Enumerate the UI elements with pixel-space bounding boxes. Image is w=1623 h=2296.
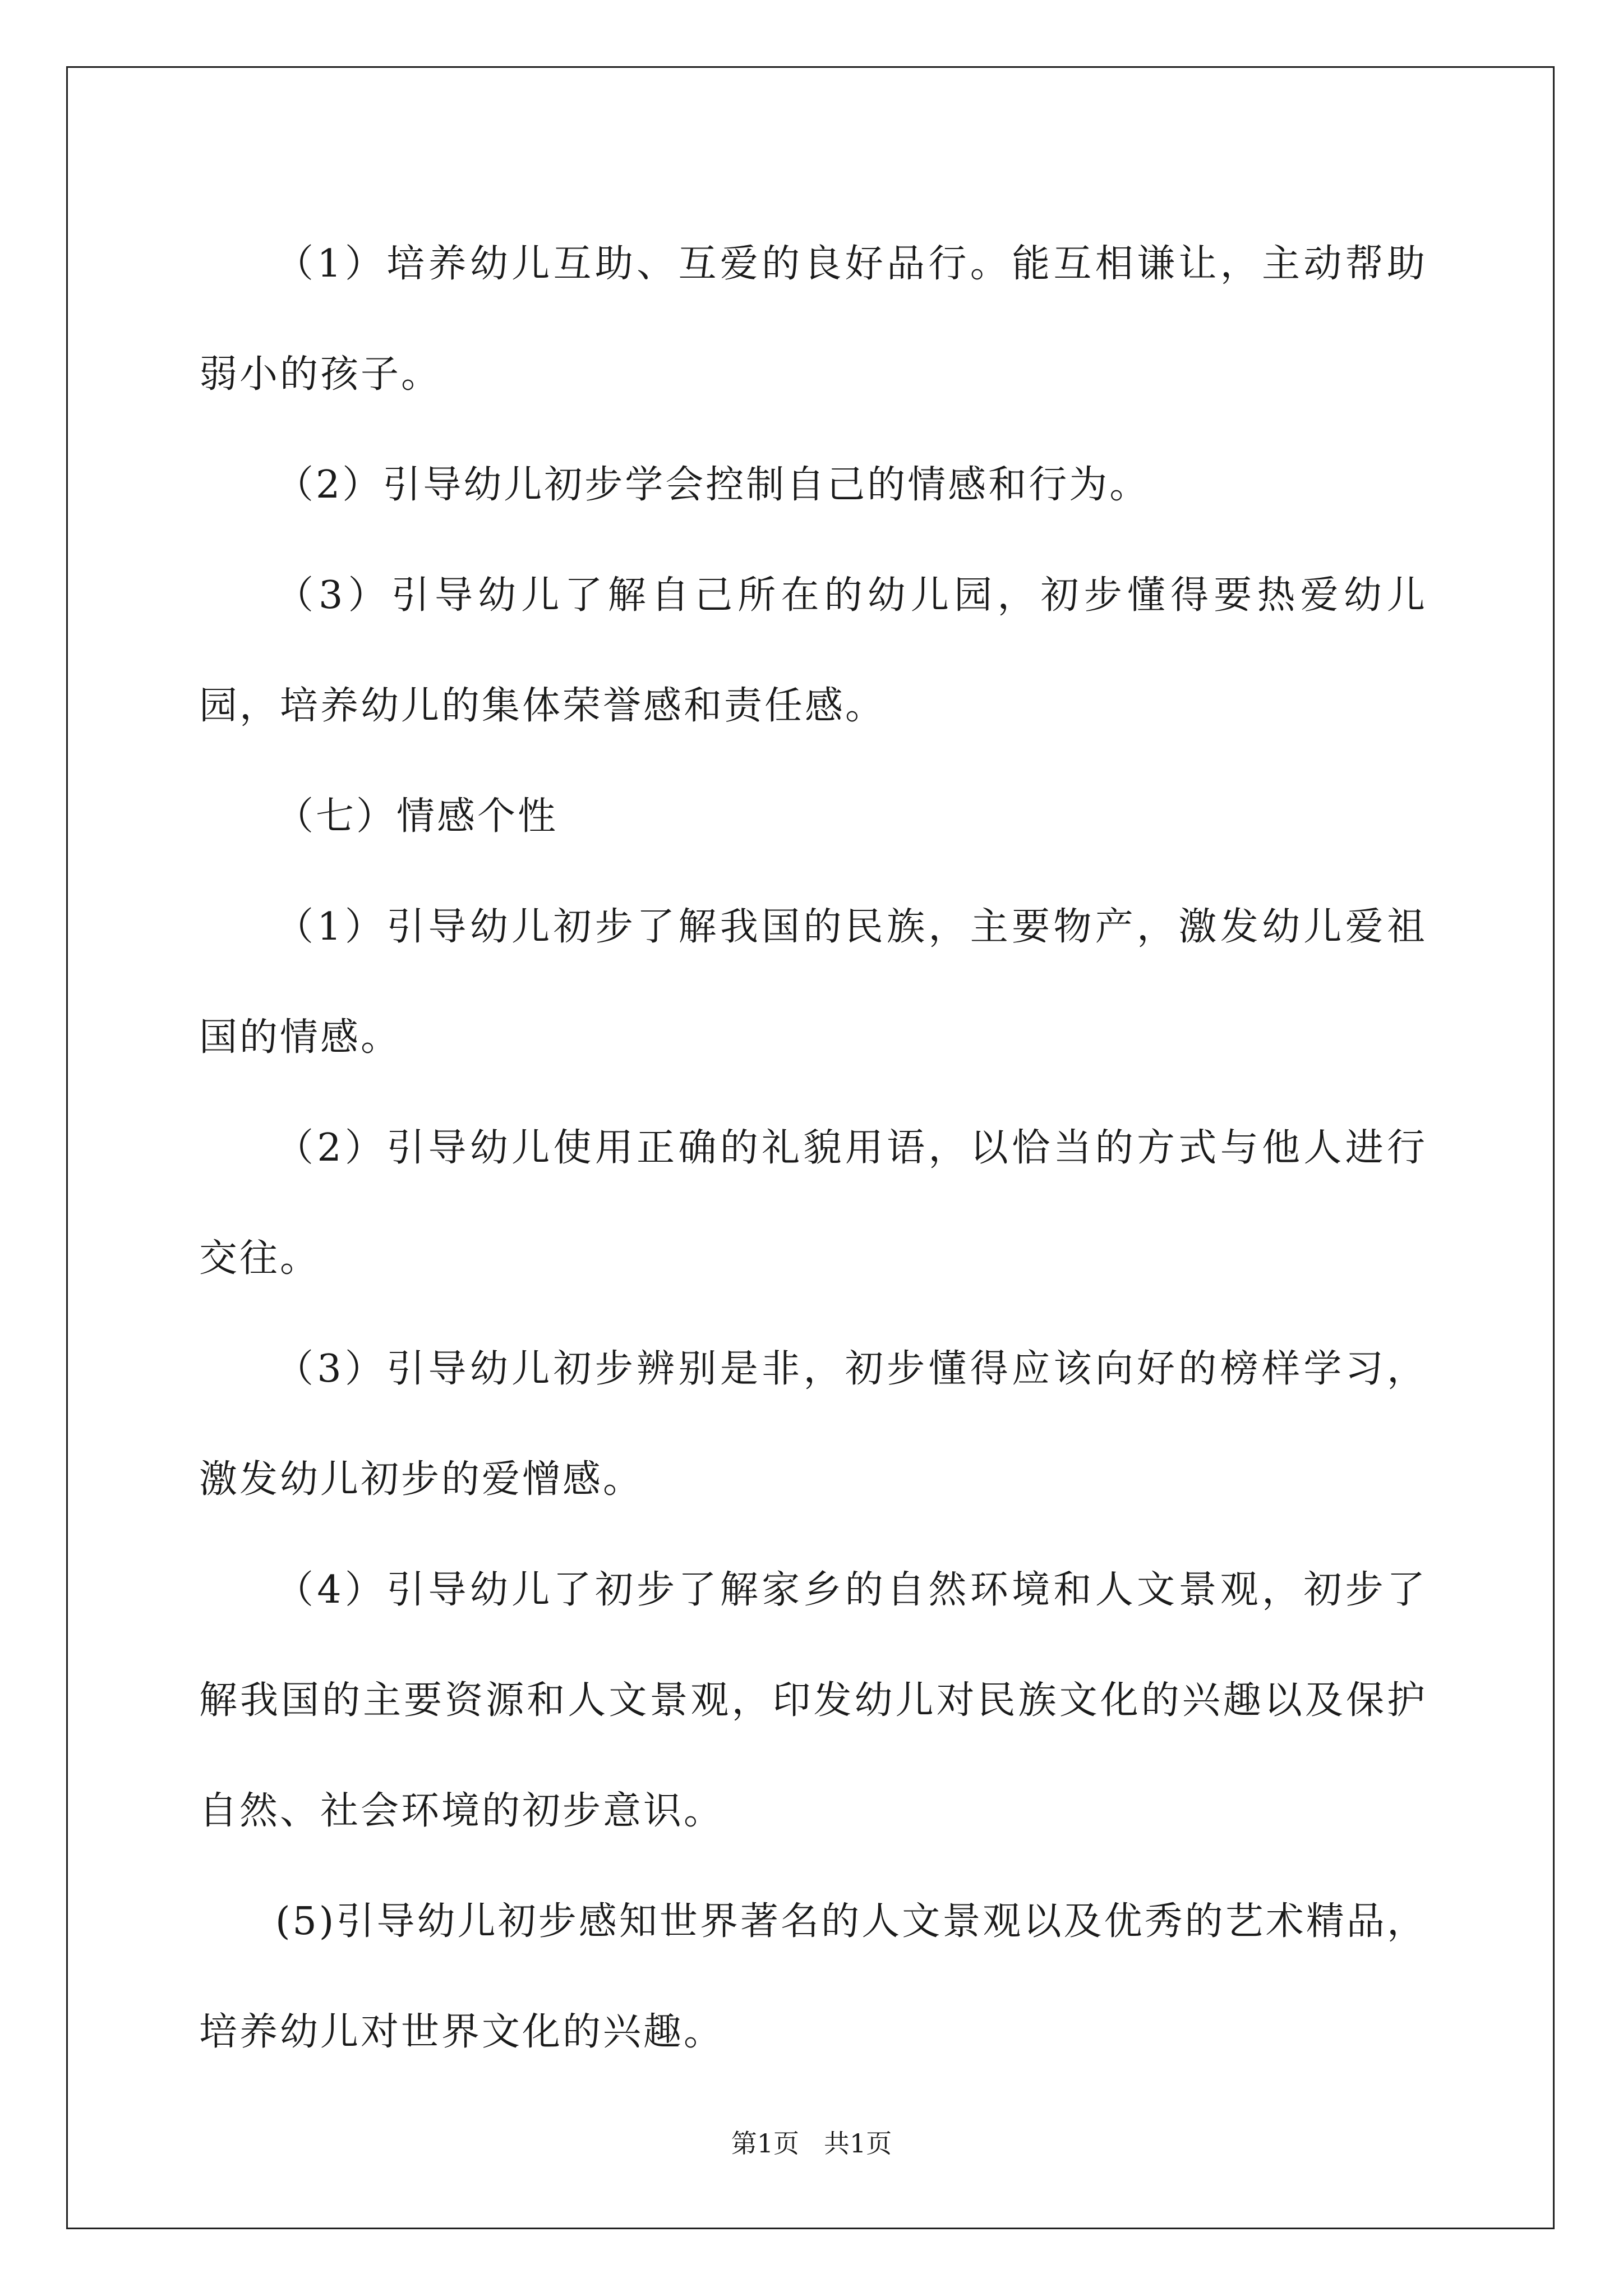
page-footer (0, 2123, 1623, 2160)
paragraph-1: （1）培养幼儿互助、互爱的良好品行。能互相谦让，主动帮助弱小的孩子。 (199, 242, 1427, 397)
paragraph-3: （3）引导幼儿了解自己所在的幼儿园，初步懂得要热爱幼儿园，培养幼儿的集体荣誉感和责任感。 (199, 573, 1427, 728)
paragraph-6: （3）引导幼儿初步辨别是非，初步懂得应该向好的榜样学习，激发幼儿初步的爱憎感。 (199, 1347, 1427, 1502)
paragraph-4: （1）引导幼儿初步了解我国的民族，主要物产，激发幼儿爱祖国的情感。 (199, 905, 1427, 1060)
page-number-current: 第1页 (731, 2128, 800, 2159)
document-body (199, 209, 1427, 2087)
page-number-total: 共1页 (823, 2128, 892, 2159)
paragraph-5: （2）引导幼儿使用正确的礼貌用语，以恰当的方式与他人进行交往。 (199, 1126, 1427, 1281)
paragraph-7: （4）引导幼儿了初步了解家乡的自然环境和人文景观，初步了解我国的主要资源和人文景观，印发幼儿对民族文化的兴趣以及保护自然、社会环境的初步意识。 (199, 1568, 1427, 1833)
paragraph-8: (5)引导幼儿初步感知世界著名的人文景观以及优秀的艺术精品，培养幼儿对世界文化的兴趣。 (199, 1899, 1427, 2054)
section-heading: （七）情感个性 (275, 794, 559, 839)
paragraph-2: （2）引导幼儿初步学会控制自己的情感和行为。 (275, 463, 1150, 507)
